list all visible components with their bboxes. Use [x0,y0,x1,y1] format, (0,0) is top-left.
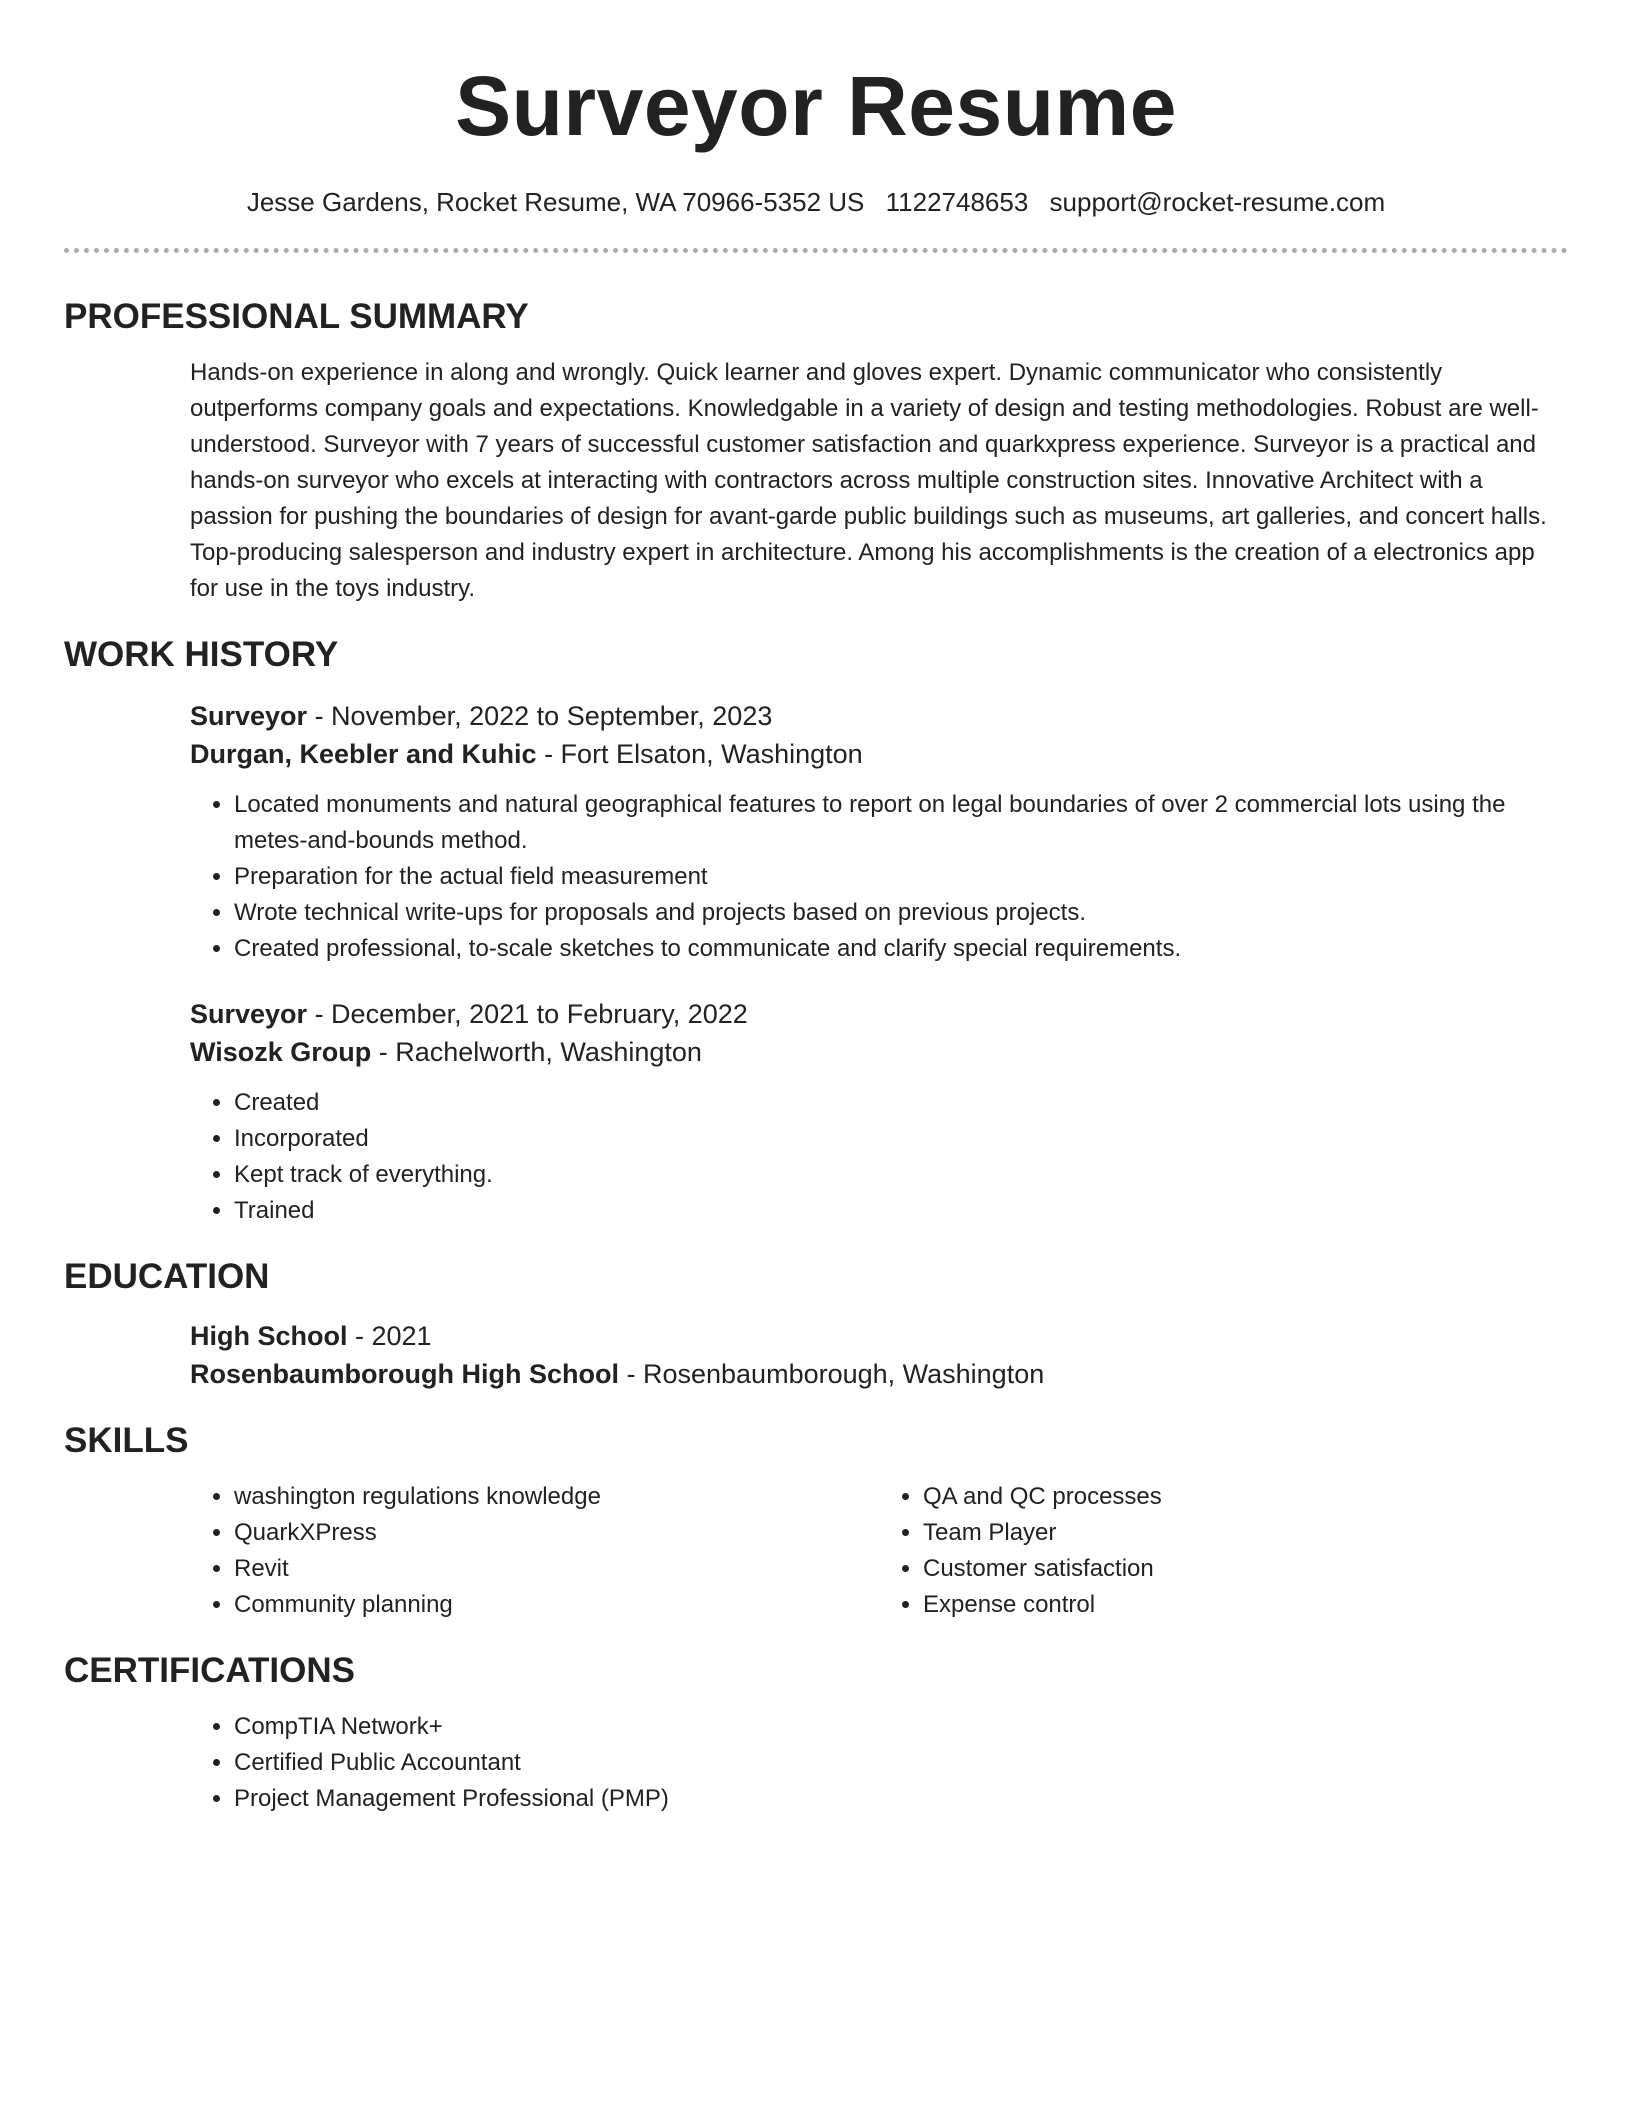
education-school-line [190,1355,1568,1393]
list-item: • Created [234,1085,1568,1121]
work-history-section [64,697,1568,1229]
job-location: - Fort Elsaton, Washington [536,739,863,769]
job-title: Surveyor [190,701,308,731]
list-item: • Preparation for the actual field measurement [234,859,1568,895]
resume-title: Surveyor Resume [455,59,1177,153]
contact-email: support@rocket-resume.com [1049,187,1386,217]
list-item: • QA and QC processes [923,1479,1568,1515]
education-location: - Rosenbaumborough, Washington [618,1359,1045,1389]
job-company: Durgan, Keebler and Kuhic [190,739,537,769]
section-title-summary: PROFESSIONAL SUMMARY [64,297,529,336]
list-item: • Expense control [923,1587,1568,1623]
job-company-line [190,1033,1568,1071]
job-dates: - November, 2022 to September, 2023 [307,701,773,731]
list-item: • Located monuments and natural geographical features to report on legal boundaries of over 2 commercial lots using the metes-and-bounds method. [234,787,1568,859]
job-dates: - December, 2021 to February, 2022 [307,999,748,1029]
list-item: • Trained [234,1193,1568,1229]
section-title-education: EDUCATION [64,1257,270,1296]
list-item: • Incorporated [234,1121,1568,1157]
job-entry [190,697,1568,967]
list-item: • Certified Public Accountant [234,1745,1568,1781]
education-degree-line [190,1317,1568,1355]
job-entry [190,995,1568,1229]
job-title-line [190,995,1568,1033]
skills-list-left [190,1479,879,1623]
job-bullets [190,1085,1568,1229]
list-item: • Kept track of everything. [234,1157,1568,1193]
certifications-section [64,1709,1568,1817]
job-title-line [190,697,1568,735]
header-divider [64,248,1568,253]
job-title: Surveyor [190,999,308,1029]
contact-phone: 1122748653 [885,187,1029,217]
education-degree: High School [190,1321,348,1351]
list-item: • Wrote technical write-ups for proposals and projects based on previous projects. [234,895,1568,931]
skills-section [64,1479,1568,1623]
summary-section [64,355,1568,607]
education-section [64,1317,1568,1393]
list-item: • CompTIA Network+ [234,1709,1568,1745]
certifications-list [190,1709,1568,1817]
section-title-certifications: CERTIFICATIONS [64,1651,356,1690]
section-title-work-history: WORK HISTORY [64,635,339,674]
job-company: Wisozk Group [190,1037,372,1067]
list-item: • washington regulations knowledge [234,1479,879,1515]
list-item: • Created professional, to-scale sketches to communicate and clarify special requirements. [234,931,1568,967]
list-item: • QuarkXPress [234,1515,879,1551]
list-item: • Community planning [234,1587,879,1623]
summary-text: Hands-on experience in along and wrongly. Quick learner and gloves expert. Dynamic communicator who consistently outperforms company goals and expectations. Knowledgable in a variety of design and testing methodologies. Robust are well-understood. Surveyor with 7 years of successful customer satisfaction and quarkxpress experience. Surveyor is a practical and hands-on surveyor who excels at interacting with contractors across multiple construction sites. Innovative Architect with a passion for pushing the boundaries of design for avant-garde public buildings such as museums, art galleries, and concert halls. Top-producing salesperson and industry expert in architecture. Among his accomplishments is the creation of a electronics app for use in the toys industry. [190,359,1547,602]
job-bullets [190,787,1568,967]
contact-line [64,186,1568,218]
job-company-line [190,735,1568,773]
section-title-skills: SKILLS [64,1421,189,1460]
list-item: • Team Player [923,1515,1568,1551]
job-location: - Rachelworth, Washington [371,1037,702,1067]
list-item: • Customer satisfaction [923,1551,1568,1587]
list-item: • Project Management Professional (PMP) [234,1781,1568,1817]
list-item: • Revit [234,1551,879,1587]
skills-list-right [879,1479,1568,1623]
skills-grid [190,1479,1568,1623]
education-school: Rosenbaumborough High School [190,1359,619,1389]
contact-address: Jesse Gardens, Rocket Resume, WA 70966-5352 US [246,187,865,217]
education-year: - 2021 [347,1321,432,1351]
